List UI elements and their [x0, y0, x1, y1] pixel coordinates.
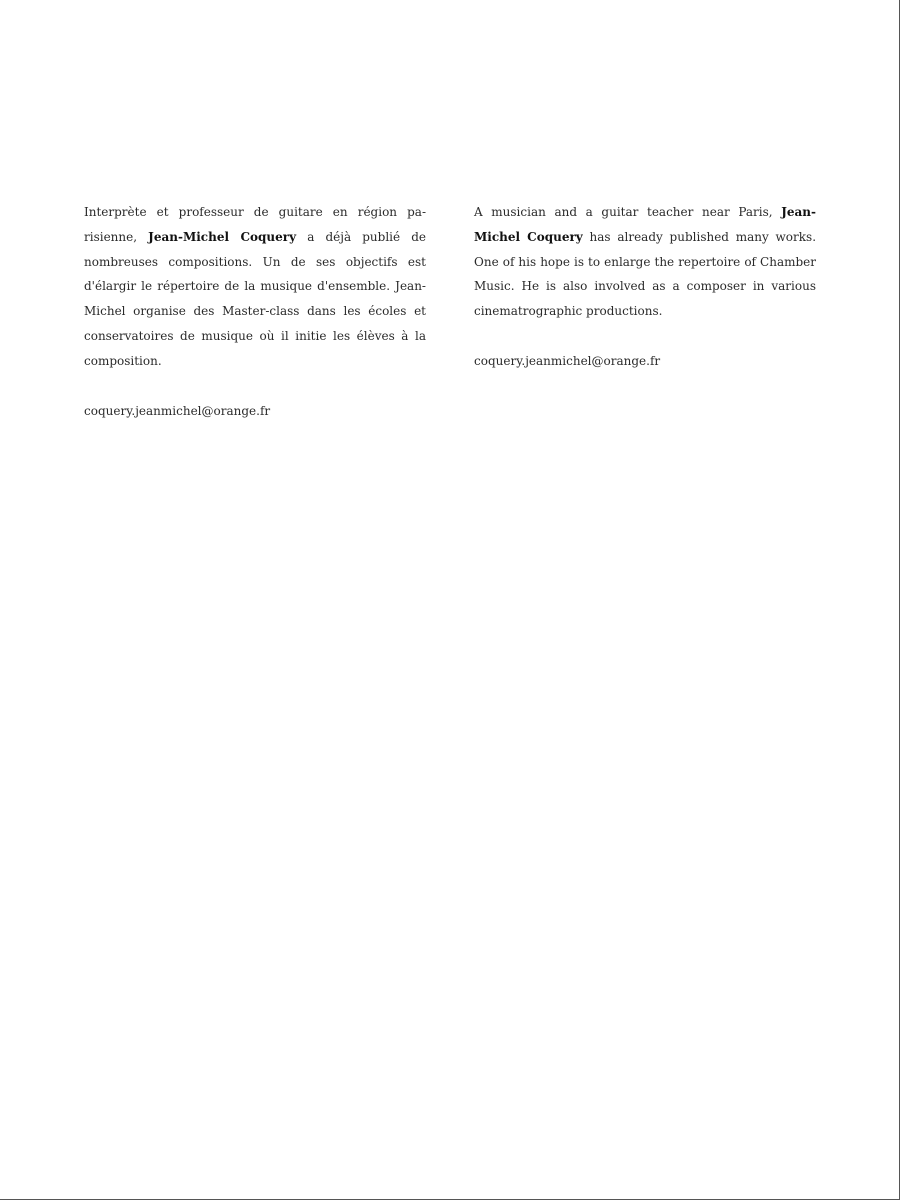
- french-bio-name: Jean-Michel Coquery: [148, 229, 297, 244]
- english-bio-name: Jean-Michel Coquery: [474, 205, 816, 244]
- french-bio: [84, 200, 426, 374]
- french-email: coquery.jeanmichel@orange.fr: [84, 403, 271, 418]
- french-bio-body: a déjà publié de nombreuses compositions. Un de ses objectifs est d'élargir le répertoire de la musique d'ensemble. Jean-Michel organise des Master-class dans les écoles et conservatoires de musique où il initie les élèves à la composition.: [84, 229, 426, 368]
- french-column: [84, 200, 426, 423]
- english-email: coquery.jeanmichel@orange.fr: [474, 353, 661, 368]
- english-bio-body: has already published many works. One of his hope is to enlarge the repertoire of Chamber Music. He is also involved as a composer in various cinematrographic productions.: [474, 229, 817, 319]
- english-bio-intro: A musician and a guitar teacher near Paris,: [474, 205, 782, 219]
- english-bio: [474, 200, 816, 324]
- english-column: [474, 200, 816, 374]
- french-bio-intro: Interprète et professeur de guitare en région parisienne,: [84, 205, 426, 244]
